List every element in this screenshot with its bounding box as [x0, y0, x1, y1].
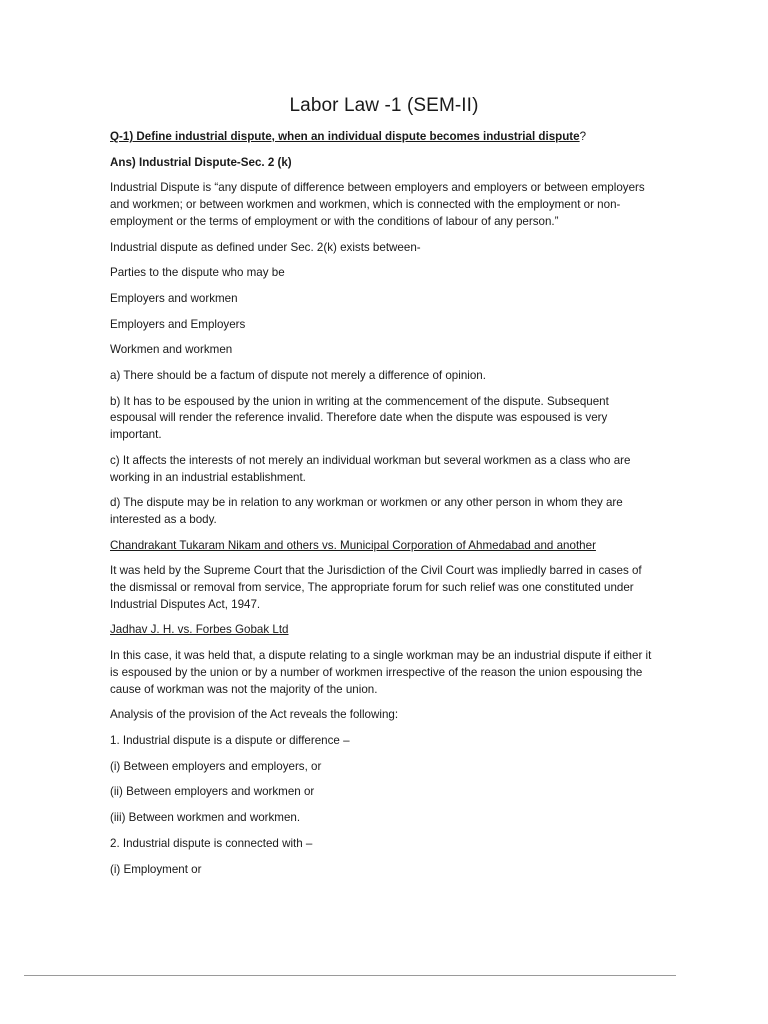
- analysis-subitem: (ii) Between employers and workmen or: [110, 785, 315, 799]
- analysis-line: Analysis of the provision of the Act reveals the following:: [110, 708, 399, 722]
- analysis-item: 2. Industrial dispute is connected with –: [110, 836, 313, 850]
- point-d: d) The dispute may be in relation to any workman or workmen or any other person in whom they are interested as a body.: [110, 496, 623, 526]
- analysis-subitem: (i) Between employers and employers, or: [110, 759, 322, 773]
- point-b: b) It has to be espoused by the union in writing at the commencement of the dispute. Subsequent espousal will render the reference invalid. Therefore date when the dispute was espoused is very important.: [110, 394, 609, 442]
- exists-between-line: Industrial dispute as defined under Sec. 2(k) exists between-: [110, 240, 421, 254]
- case-title: Jadhav J. H. vs. Forbes Gobak Ltd: [110, 623, 289, 637]
- case-summary: It was held by the Supreme Court that the Jurisdiction of the Civil Court was impliedly barred in cases of the dismissal or removal from service, The appropriate forum for such relief was one constituted under Industrial Disputes Act, 1947.: [110, 564, 642, 611]
- case-summary: In this case, it was held that, a dispute relating to a single workman may be an industrial dispute if either it is espoused by the union or by a number of workmen irrespective of the reason the union espousing the cause of workman was not the majority of the union.: [110, 649, 652, 696]
- question-text: Q-1) Define industrial dispute, when an individual dispute becomes industrial dispute: [110, 130, 580, 143]
- analysis-subitem: (iii) Between workmen and workmen.: [110, 811, 301, 825]
- case-title: Chandrakant Tukaram Nikam and others vs. Municipal Corporation of Ahmedabad and another: [110, 538, 596, 552]
- party-item: Workmen and workmen: [110, 343, 233, 357]
- document-title: Labor Law -1 (SEM-II): [289, 95, 479, 116]
- point-a: a) There should be a factum of dispute not merely a difference of opinion.: [110, 369, 486, 383]
- answer-heading: Ans) Industrial Dispute-Sec. 2 (k): [110, 155, 292, 169]
- parties-line: Parties to the dispute who may be: [110, 266, 285, 280]
- document-body: [110, 129, 658, 887]
- analysis-subitem: (i) Employment or: [110, 862, 202, 876]
- definition-paragraph: Industrial Dispute is “any dispute of difference between employers and employers or between employers and workmen; or between workmen and workmen, which is connected with the employment or non-employment or the terms of employment or with the conditions of labour of any person.”: [110, 181, 645, 228]
- question-line: [110, 129, 658, 146]
- party-item: Employers and Employers: [110, 317, 246, 331]
- question-mark: ?: [579, 130, 587, 143]
- point-c: c) It affects the interests of not merely an individual workman but several workmen as a class who are working in an industrial establishment.: [110, 453, 631, 484]
- analysis-item: 1. Industrial dispute is a dispute or difference –: [110, 733, 350, 747]
- footer-divider: [24, 975, 676, 976]
- party-item: Employers and workmen: [110, 291, 238, 305]
